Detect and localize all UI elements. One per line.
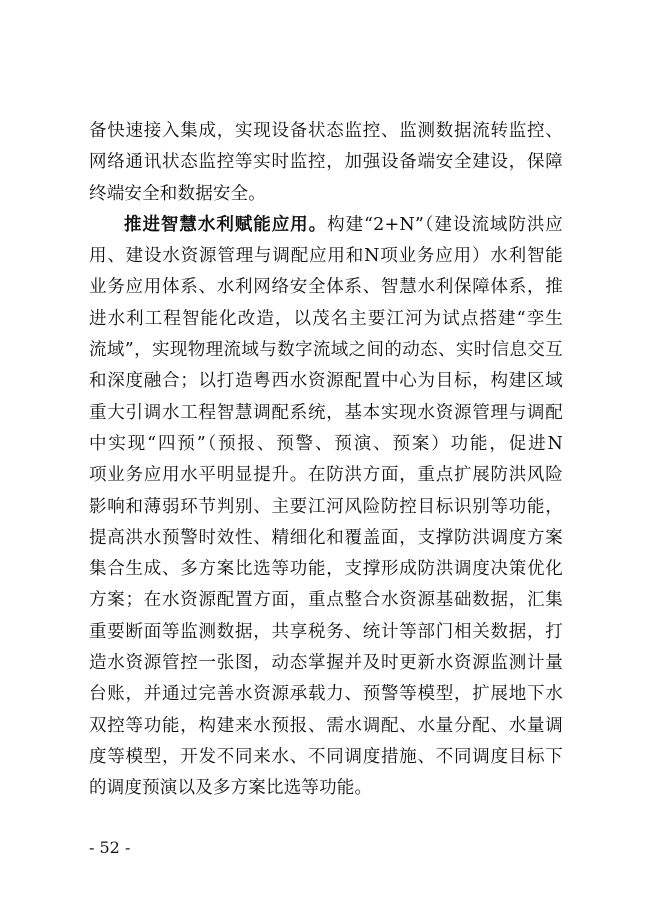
text-line: 终端安全和数据安全。 (89, 183, 266, 204)
paragraph-first-line-text: 构建“2+N”（建设流域防洪应 (327, 214, 563, 235)
text-line: 进水利工程智能化改造，以茂名主要江河为试点搭建“孪生 (89, 308, 563, 329)
text-line: 度等模型，开发不同来水、不同调度措施、不同调度目标下 (89, 746, 563, 767)
page-number: - 52 - (89, 838, 131, 857)
text-line: 集合生成、多方案比选等功能，支撑形成防洪调度决策优化 (89, 559, 563, 580)
text-line: 双控等功能，构建来水预报、需水调配、水量分配、水量调 (89, 715, 563, 736)
text-line: 方案；在水资源配置方面，重点整合水资源基础数据，汇集 (89, 590, 563, 611)
text-line: 的调度预演以及多方案比选等功能。 (89, 778, 373, 799)
text-line: 影响和薄弱环节判别、主要江河风险防控目标识别等功能， (89, 496, 563, 517)
text-line: 提高洪水预警时效性、精细化和覆盖面，支撑防洪调度方案 (89, 527, 563, 548)
text-line: 中实现“四预”（预报、预警、预演、预案）功能，促进N (89, 433, 563, 454)
text-line: 项业务应用水平明显提升。在防洪方面，重点扩展防洪风险 (89, 465, 563, 486)
text-line: 流域”，实现物理流域与数字流域之间的动态、实时信息交互 (89, 340, 563, 361)
text-line: 重大引调水工程智慧调配系统，基本实现水资源管理与调配 (89, 402, 563, 423)
text-line: 用、建设水资源管理与调配应用和N项业务应用）水利智能 (89, 246, 563, 267)
text-line: 和深度融合；以打造粤西水资源配置中心为目标，构建区域 (89, 371, 563, 392)
paragraph-heading: 推进智慧水利赋能应用。 (124, 214, 328, 235)
text-line: 重要断面等监测数据，共享税务、统计等部门相关数据，打 (89, 621, 563, 642)
text-line: 业务应用体系、水利网络安全体系、智慧水利保障体系，推 (89, 277, 563, 298)
text-line: 备快速接入集成，实现设备状态监控、监测数据流转监控、 (89, 121, 563, 141)
text-line: 造水资源管控一张图，动态掌握并及时更新水资源监测计量 (89, 653, 563, 674)
paragraph-first-line (89, 210, 563, 241)
document-body (89, 116, 563, 805)
text-line: 台账，并通过完善水资源承载力、预警等模型，扩展地下水 (89, 684, 563, 705)
text-line: 网络通讯状态监控等实时监控，加强设备端安全建设，保障 (89, 152, 563, 173)
